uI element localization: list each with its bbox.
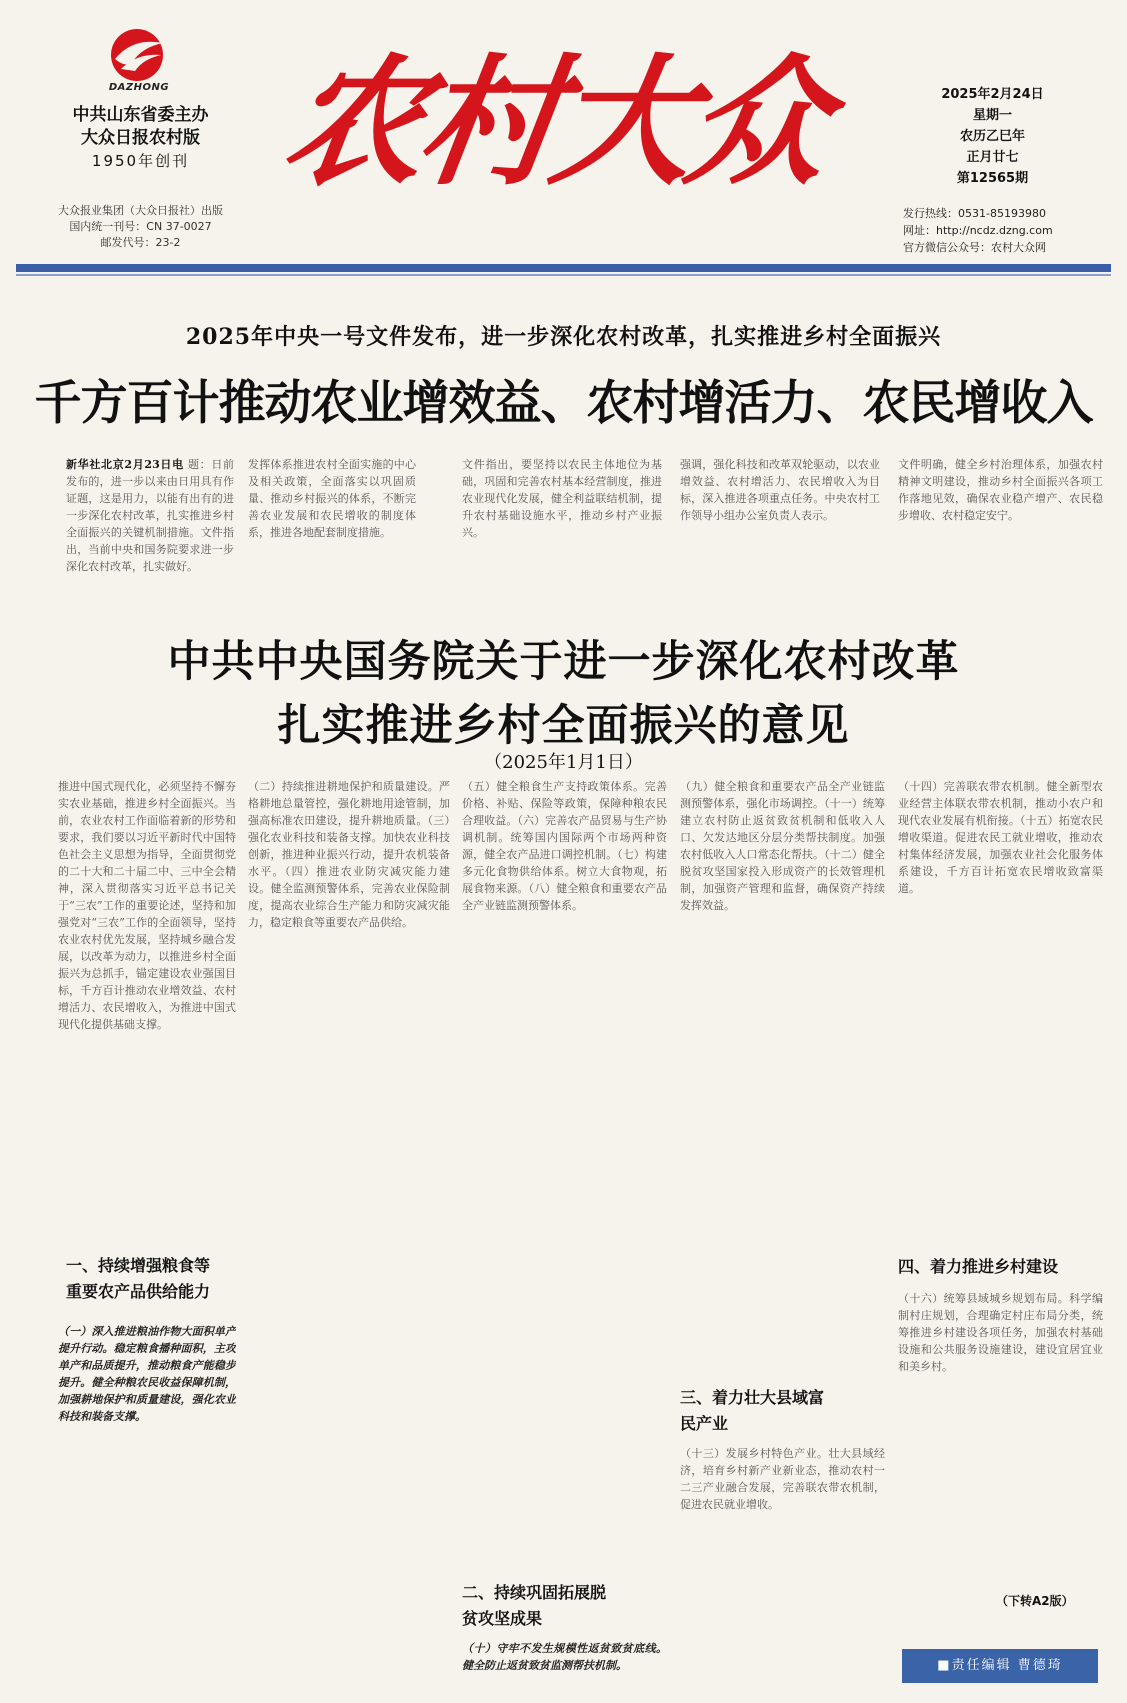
section-1-line-1: 一、持续增强粮食等 bbox=[66, 1256, 211, 1275]
lead-text-4: 强调，强化科技和改革双轮驱动，以农业增效益、农村增活力、农民增收入为目标，深入推进各项重点任务。中央农村工作领导小组办公室负责人表示。 bbox=[680, 458, 880, 522]
lunar-day: 正月廿七 bbox=[966, 150, 1019, 165]
sponsor-line-1: 中共山东省委主办 bbox=[72, 105, 209, 125]
editor-credit-badge: ■责任编辑 曹德琦 bbox=[902, 1649, 1098, 1683]
contact-info bbox=[903, 205, 1108, 256]
article-text-4: （九）健全粮食和重要农产品全产业链监测预警体系，强化市场调控。（十一）统筹建立农村防止返贫致贫机制和低收入人口、欠发达地区分层分类帮扶制度。加强农村低收入人口常态化帮扶。（十二）健全脱贫攻坚国家投入形成资产的长效管理机制，加强资产管理和监督，确保资产持续发挥效益。 bbox=[680, 780, 885, 912]
lead-column-3 bbox=[462, 456, 662, 586]
article-column-3b bbox=[462, 1640, 667, 1684]
article-text-4b: （十三）发展乡村特色产业。壮大县域经济，培育乡村新产业新业态，推动农村一二三产业融合发展，完善联农带农机制，促进农民就业增收。 bbox=[680, 1447, 885, 1511]
article-column-4 bbox=[680, 778, 885, 1378]
postal-code: 邮发代号：23-2 bbox=[100, 236, 181, 249]
newspaper-title: 农村大众 bbox=[274, 41, 834, 205]
dateline: 新华社北京2月23日电 bbox=[66, 458, 184, 471]
wechat-account: 官方微信公众号：农村大众网 bbox=[903, 241, 1046, 254]
kicker-headline: 2025年中央一号文件发布，进一步深化农村改革，扎实推进乡村全面振兴 bbox=[185, 324, 942, 350]
article-text-1b: （一）深入推进粮油作物大面积单产提升行动。稳定粮食播种面积，主攻单产和品质提升，推动粮食产能稳步提升。健全种粮农民收益保障机制，加强耕地保护和质量建设，强化农业科技和装备支撑。 bbox=[58, 1325, 236, 1423]
publisher: 大众报业集团（大众日报社）出版 bbox=[58, 204, 223, 217]
article-text-3: （五）健全粮食生产支持政策体系。完善价格、补贴、保险等政策，保障种粮农民合理收益。（六）完善农产品贸易与生产协调机制。统筹国内国际两个市场两种资源，健全农产品进口调控机制。（七）构建多元化食物供给体系。树立大食物观，拓展食物来源。（八）健全粮食和重要农产品全产业链监测预警体系。 bbox=[462, 780, 667, 912]
article-column-3 bbox=[462, 778, 667, 1558]
issue-number: 第12565期 bbox=[956, 171, 1029, 186]
article-text-5: （十四）完善联农带农机制。健全新型农业经营主体联农带农机制，推动小农户和现代农业发展有机衔接。（十五）拓宽农民增收渠道。促进农民工就业增收，推动农村集体经济发展，加强农业社会化服务体系建设，千方百计拓宽农民增收致富渠道。 bbox=[898, 780, 1103, 895]
article-column-5b bbox=[898, 1290, 1103, 1586]
article-column-2 bbox=[248, 778, 450, 1678]
lead-text-1: 题：日前发布的，进一步以来由日用具有作证题，这是用力，以能有出有的进一步深化农村改革，扎实推进乡村全面振兴的关键机制措施。文件指出，当前中央和国务院要求进一步深化农村改革，扎实做好。 bbox=[66, 458, 234, 573]
section-3-line-2: 民产业 bbox=[680, 1414, 729, 1433]
date-block bbox=[935, 84, 1050, 189]
article-column-4b bbox=[680, 1445, 885, 1683]
issn: 国内统一刊号：CN 37-0027 bbox=[69, 220, 212, 233]
section-2-line-2: 贫攻坚成果 bbox=[462, 1609, 543, 1628]
article-text-3b: （十）守牢不发生规模性返贫致贫底线。健全防止返贫致贫监测帮扶机制。 bbox=[462, 1642, 667, 1672]
date: 2025年2月24日 bbox=[941, 87, 1044, 102]
founded-year: 1950年创刊 bbox=[91, 152, 190, 170]
section-heading-4: 四、着力推进乡村建设 bbox=[898, 1254, 1108, 1280]
section-1-line-2: 重要农产品供给能力 bbox=[66, 1282, 211, 1301]
article-text-5b: （十六）统筹县域城乡规划布局。科学编制村庄规划，合理确定村庄布局分类，统筹推进乡村建设各项任务，加强农村基础设施和公共服务设施建设，建设宜居宜业和美乡村。 bbox=[898, 1292, 1103, 1373]
lead-text-5: 文件明确，健全乡村治理体系，加强农村精神文明建设，推动乡村全面振兴各项工作落地见效，确保农业稳产增产、农民稳步增收、农村稳定安宁。 bbox=[898, 458, 1103, 522]
publication-info bbox=[48, 203, 233, 251]
document-date: （2025年1月1日） bbox=[484, 752, 643, 773]
sponsor-line-2: 大众日报农村版 bbox=[81, 128, 200, 148]
lead-text-2: 发挥体系推进农村全面实施的中心及相关政策，全面落实以巩固质量、推动乡村振兴的体系，不断完善农业发展和农民增收的制度体系，推进各地配套制度措施。 bbox=[248, 458, 416, 539]
main-headline: 千方百计推动农业增效益、农村增活力、农民增收入 bbox=[34, 376, 1093, 431]
lead-column-2 bbox=[248, 456, 416, 586]
document-title-line-1: 中共中央国务院关于进一步深化农村改革 bbox=[167, 637, 960, 687]
document-title-line-2: 扎实推进乡村全面振兴的意见 bbox=[277, 701, 850, 751]
article-column-1b bbox=[58, 1323, 236, 1683]
lead-column-1 bbox=[66, 456, 234, 586]
masthead-divider-thin bbox=[16, 274, 1111, 276]
logo-text: DAZHONG bbox=[108, 82, 170, 93]
article-column-5 bbox=[898, 778, 1103, 1248]
weekday: 星期一 bbox=[972, 108, 1012, 123]
section-heading-2 bbox=[462, 1580, 667, 1632]
hotline: 发行热线：0531-85193980 bbox=[903, 207, 1046, 220]
section-3-line-1: 三、着力壮大县域富 bbox=[680, 1388, 825, 1407]
article-column-1 bbox=[58, 778, 236, 1248]
masthead-divider bbox=[16, 264, 1111, 272]
lead-text-3: 文件指出，要坚持以农民主体地位为基础，巩固和完善农村基本经营制度，推进农业现代化发展，健全利益联结机制，提升农村基础设施水平，推动乡村产业振兴。 bbox=[462, 458, 662, 539]
section-2-line-1: 二、持续巩固拓展脱 bbox=[462, 1583, 607, 1602]
masthead bbox=[0, 0, 1127, 272]
website-link[interactable]: 网址：http://ncdz.dzng.com bbox=[903, 224, 1053, 237]
sponsor bbox=[48, 104, 233, 150]
continued-on-page: （下转A2版） bbox=[996, 1594, 1074, 1608]
lunar-year: 农历乙巳年 bbox=[959, 129, 1025, 144]
article-text-1: 推进中国式现代化，必须坚持不懈夯实农业基础，推进乡村全面振兴。当前，农业农村工作面临着新的形势和要求，我们要以习近平新时代中国特色社会主义思想为指导，全面贯彻党的二十大和二十届二中、三中全会精神，深入贯彻落实习近平总书记关于“三农”工作的重要论述，坚持和加强党对“三农”工作的全面领导，坚持农业农村优先发展，坚持城乡融合发展，以改革为动力，以推进乡村全面振兴为总抓手，锚定建设农业强国目标，千方百计推动农业增效益、农村增活力、农民增收入，为推进中国式现代化提供基础支撑。 bbox=[58, 780, 236, 1031]
lead-column-4 bbox=[680, 456, 880, 586]
lead-column-5 bbox=[898, 456, 1103, 586]
dazhong-logo-icon bbox=[103, 25, 173, 87]
article-text-2: （二）持续推进耕地保护和质量建设。严格耕地总量管控，强化耕地用途管制，加强高标准农田建设，提升耕地质量。（三）强化农业科技和装备支撑。加快农业科技创新，推进种业振兴行动，提升农机装备水平。（四）推进农业防灾减灾能力建设。健全监测预警体系，完善农业保险制度，提高农业综合生产能力和防灾减灾能力，稳定粮食等重要农产品供给。 bbox=[248, 780, 450, 929]
section-heading-1 bbox=[66, 1253, 241, 1305]
section-heading-3 bbox=[680, 1385, 890, 1437]
